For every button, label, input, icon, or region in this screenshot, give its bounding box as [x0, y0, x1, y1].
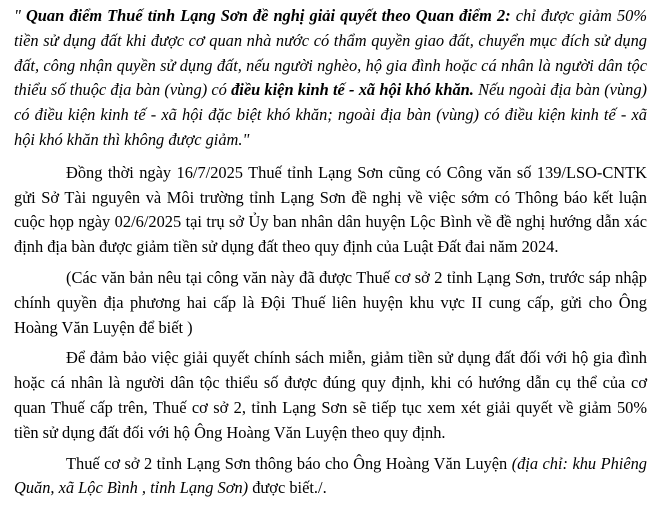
- quoted-opinion: [14, 4, 647, 153]
- closing-address: (địa chỉ: khu Phiêng Quăn, xã Lộc Bình , tỉnh Lạng Sơn): [14, 453, 647, 498]
- quote-open-mark: ": [14, 6, 26, 25]
- quote-text-2: Nếu ngoài địa bàn (vùng) có điều kiện kinh tế - xã hội đặc biệt khó khăn; ngoài địa bàn (vùng) có điều kiện kinh tế - xã hội khó khăn thì không được giảm.: [14, 80, 647, 149]
- paragraph-closing: [14, 452, 647, 502]
- paragraph-policy: Để đảm bảo việc giải quyết chính sách miễn, giảm tiền sử dụng đất đối với hộ gia đình hoặc cá nhân là người dân tộc thiểu số được đúng quy định, khi có hướng dẫn cụ thể của cơ quan Thuế cấp trên, Thuế cơ sở 2, tỉnh Lạng Sơn sẽ tiếp tục xem xét giải quyết về giảm 50% tiền sử dụng đất đối với hộ Ông Hoàng Văn Luyện theo quy định.: [14, 348, 647, 442]
- quote-text-1: chỉ được giảm 50% tiền sử dụng đất khi được cơ quan nhà nước có thẩm quyền giao đất, chuyển mục đích sử dụng đất, công nhận quyền sử dụng đất, nếu người nghèo, hộ gia đình hoặc cá nhân là người dân tộc thiểu số thuộc địa bàn (vùng) có: [14, 6, 648, 100]
- closing-main-text: Thuế cơ sở 2 tỉnh Lạng Sơn thông báo cho Ông Hoàng Văn Luyện: [66, 453, 512, 473]
- quote-bold-phrase: điều kiện kinh tế - xã hội khó khăn.: [231, 80, 474, 100]
- quote-close-mark: ": [242, 129, 250, 149]
- paragraph-official-letter: Đồng thời ngày 16/7/2025 Thuế tỉnh Lạng Sơn cũng có Công văn số 139/LSO-CNTK gửi Sở Tài nguyên và Môi trường tỉnh Lạng Sơn đề nghị về việc sớm có Thông báo kết luận cuộc họp ngày 02/6/2025 tại trụ sở Ủy ban nhân dân huyện Lộc Bình về đề nghị hướng dẫn xác định địa bàn được giảm tiền sử dụng đất theo quy định của Luật Đất đai năm 2024.: [14, 162, 647, 257]
- quote-heading: Quan điểm Thuế tỉnh Lạng Sơn đề nghị giải quyết theo Quan điểm 2:: [25, 6, 511, 25]
- closing-end-text: được biết./.: [248, 478, 327, 498]
- paragraph-note: (Các văn bản nêu tại công văn này đã được Thuế cơ sở 2 tỉnh Lạng Sơn, trước sáp nhập chính quyền địa phương hai cấp là Đội Thuế liên huyện khu vực II cung cấp, gửi cho Ông Hoàng Văn Luyện để biết ): [14, 267, 647, 337]
